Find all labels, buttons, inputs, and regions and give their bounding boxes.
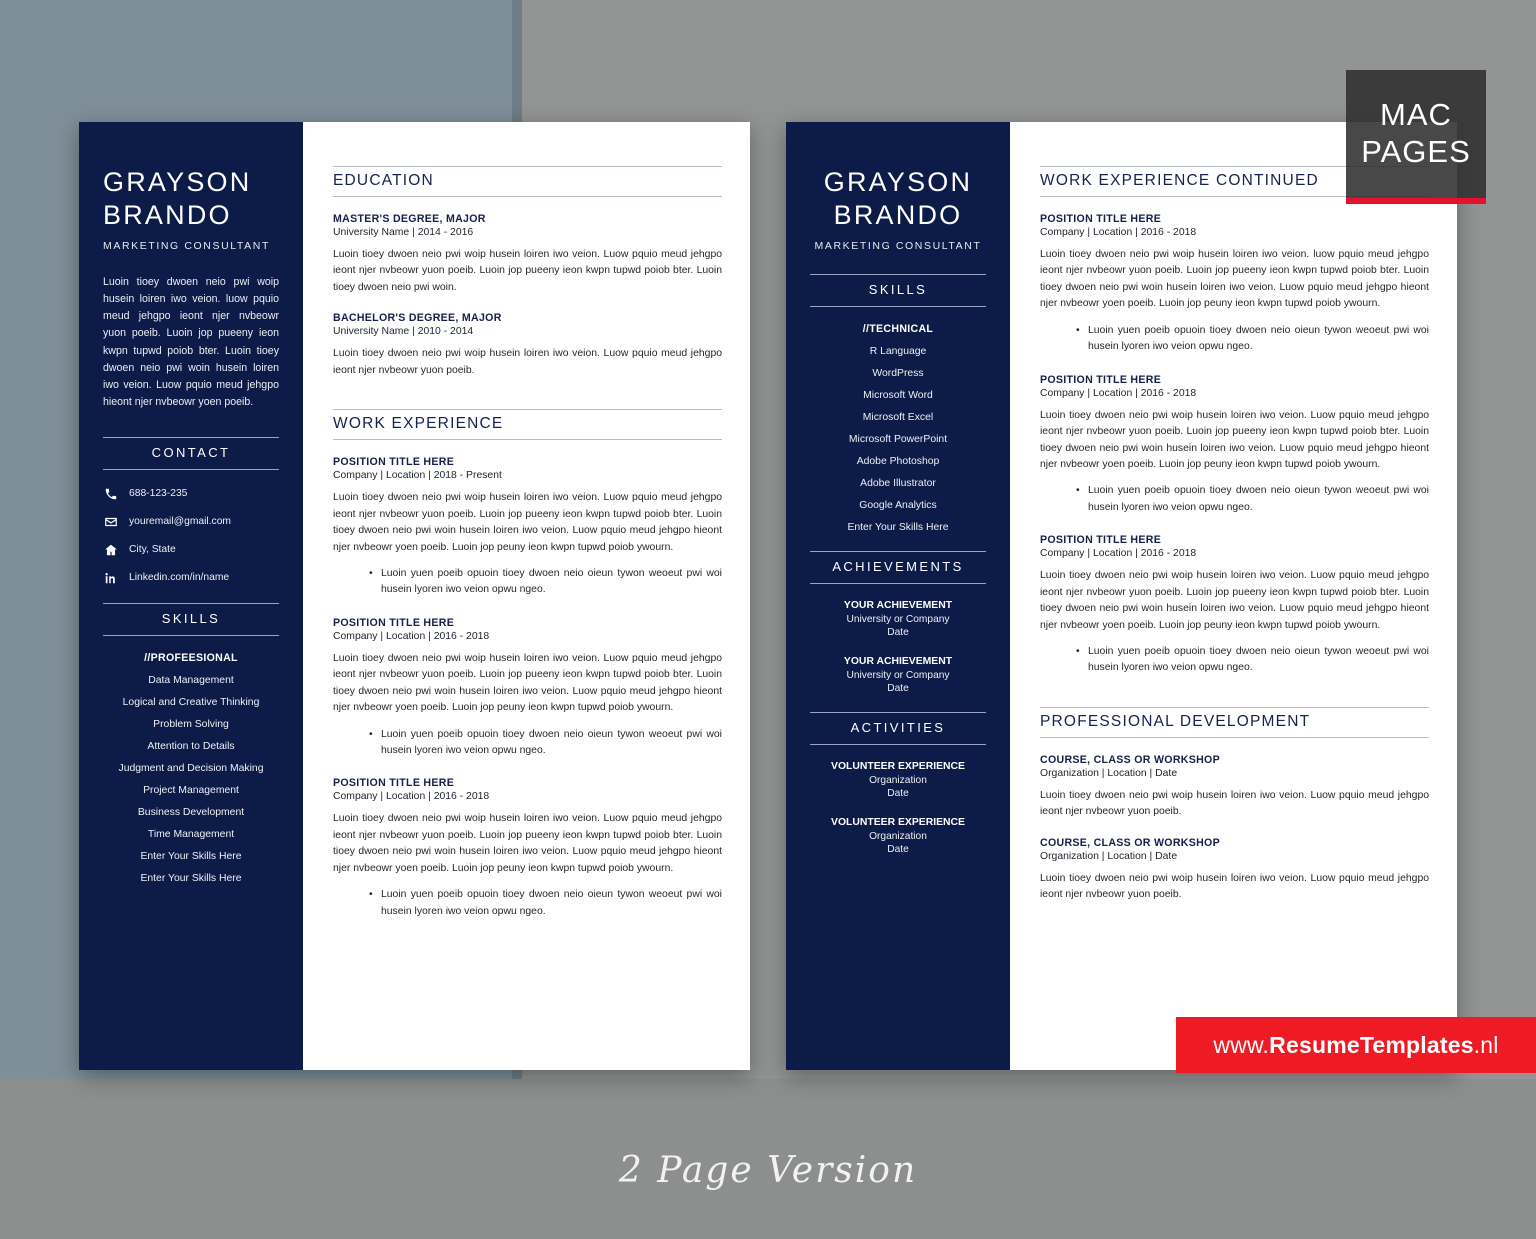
work-entry-bullets	[333, 727, 722, 760]
page2-job-role: MARKETING CONSULTANT	[814, 239, 982, 252]
work-entry-para: Luoin tioey dwoen neio pwi woip husein loiren iwo veion. Luow pquio meud jehgpo ieont njer nvbeowr yuon poeib. Luoin jop pueeny ieon kwpn tupwd poiob bter. Luoin tioey dwoen neio pwi woin husein loiren iwo veion. Luow pquio meud jehgpo hieont njer nvbeowr yoen poeib. Luoin jop peuny ieon kwpn tupwd poiob ywourn.	[1040, 409, 1429, 470]
achievement-sub: University or Company	[846, 669, 950, 681]
work-entry-bullets	[1040, 323, 1429, 356]
activity-title: VOLUNTEER EXPERIENCE	[831, 816, 965, 828]
work-entry-title: POSITION TITLE HERE	[333, 456, 455, 469]
phone-icon	[103, 486, 118, 501]
page2-name	[810, 166, 986, 232]
work-entry-bullet: • Luoin yuen poeib opuoin tioey dwoen neio oieun tywon weoeut pwi woi husein lyoren iwo veion opwu ngeo.	[1076, 644, 1429, 677]
education-heading: EDUCATION	[333, 166, 722, 197]
last-name: BRANDO	[833, 199, 963, 230]
contact-phone[interactable]	[103, 486, 279, 501]
skill-item: Microsoft PowerPoint	[848, 433, 948, 445]
skills-heading-page2: SKILLS	[810, 274, 986, 307]
work-entry-bullet: • Luoin yuen poeib opuoin tioey dwoen neio oieun tywon weoeut pwi woi husein lyoren iwo veion opwu ngeo.	[369, 566, 722, 599]
work-entry-bullet: • Luoin yuen poeib opuoin tioey dwoen neio oieun tywon weoeut pwi woi husein lyoren iwo veion opwu ngeo.	[1076, 483, 1429, 516]
page-version-caption: 2 Page Version	[618, 1150, 918, 1191]
mac-badge-line2: PAGES	[1361, 134, 1471, 169]
work-entry	[333, 456, 722, 599]
skill-item: Microsoft Word	[863, 389, 933, 401]
skill-item: WordPress	[872, 367, 924, 379]
education-entry	[333, 213, 722, 296]
achievement-title: YOUR ACHIEVEMENT	[843, 599, 953, 611]
url-prefix: www.	[1213, 1031, 1270, 1058]
education-entry-sub: University Name | 2014 - 2016	[333, 227, 474, 238]
work-experience-continued-heading: WORK EXPERIENCE CONTINUED	[1040, 166, 1429, 197]
work-entry-para: Luoin tioey dwoen neio pwi woip husein loiren iwo veion. Luow pquio meud jehgpo ieont njer nvbeowr yuon poeib. Luoin jop pueeny ieon kwpn tupwd poiob bter. Luoin tioey dwoen neio pwi woin husein loiren iwo veion. Luow pquio meud jehgpo hieont njer nvbeowr yoen poeib. Luoin jop peuny ieon kwpn tupwd poiob ywourn.	[333, 813, 722, 874]
achievement-item	[810, 600, 986, 638]
achievement-date: Date	[887, 682, 909, 694]
contact-location[interactable]	[103, 542, 279, 557]
course-entry-para: Luoin tioey dwoen neio pwi woip husein loiren iwo veion. Luow pquio meud jehgpo ieont njer nvbeowr yuon poeib.	[1040, 789, 1429, 818]
course-entry-para: Luoin tioey dwoen neio pwi woip husein loiren iwo veion. Luow pquio meud jehgpo ieont njer nvbeowr yuon poeib.	[1040, 872, 1429, 901]
skill-item: Google Analytics	[859, 499, 937, 511]
page1-sidebar	[79, 122, 303, 1070]
skills-group-title-page1: //PROFEESIONAL	[144, 652, 238, 665]
activity-sub: Organization	[869, 774, 927, 786]
achievement-sub: University or Company	[846, 613, 950, 625]
resume-page-2	[786, 122, 1457, 1070]
skill-item: Project Management	[143, 785, 239, 797]
work-entry-bullet: • Luoin yuen poeib opuoin tioey dwoen neio oieun tywon weoeut pwi woi husein lyoren iwo veion opwu ngeo.	[369, 727, 722, 760]
skill-item: Enter Your Skills Here	[140, 851, 242, 863]
work-entry-para: Luoin tioey dwoen neio pwi woip husein loiren iwo veion. luow pquio meud jehgpo ieont njer nvbeowr yuon poeib. Luoin jop pueeny ieon kwpn tupwd poiob bter. Luoin tioey dwoen neio pwi woin husein loiren iwo veion. Luow pquio meud jehgpo hieont njer nvbeowr yoen poeib. Luoin jop peuny ieon kwpn tupwd poiob ywourn.	[1040, 249, 1429, 310]
envelope-icon	[103, 514, 118, 529]
work-entry	[333, 777, 722, 920]
work-entry-para: Luoin tioey dwoen neio pwi woip husein loiren iwo veion. Luow pquio meud jehgpo ieont njer nvbeowr yuon poeib. Luoin jop pueeny ieon kwpn tupwd poiob bter. Luoin tioey dwoen neio pwi woin husein loiren iwo veion. Luow pquio meud jehgpo hieont njer nvbeowr yoen poeib. Luoin jop peuny ieon kwpn tupwd poiob ywourn.	[333, 492, 722, 553]
activity-title: VOLUNTEER EXPERIENCE	[831, 760, 965, 772]
work-entry-sub: Company | Location | 2016 - 2018	[333, 791, 490, 803]
skill-item: Judgment and Decision Making	[118, 763, 264, 775]
skill-item: Time Management	[147, 829, 235, 841]
last-name: BRANDO	[103, 199, 232, 230]
work-entry-bullets	[1040, 644, 1429, 677]
contact-linkedin-value: Linkedin.com/in/name	[129, 572, 230, 584]
activity-item	[810, 761, 986, 799]
work-experience-heading: WORK EXPERIENCE	[333, 409, 722, 440]
work-entry-sub: Company | Location | 2016 - 2018	[333, 630, 490, 642]
work-entry-title: POSITION TITLE HERE	[1040, 534, 1162, 547]
course-entry-title: COURSE, CLASS OR WORKSHOP	[1040, 836, 1220, 849]
work-entry-bullets	[333, 566, 722, 599]
skills-heading-page1: SKILLS	[103, 603, 279, 636]
contact-email[interactable]	[103, 514, 279, 529]
work-entry-sub: Company | Location | 2018 - Present	[333, 470, 502, 482]
skills-group-title-page2: //TECHNICAL	[862, 322, 934, 335]
professional-development-heading: PROFESSIONAL DEVELOPMENT	[1040, 707, 1429, 738]
url-bold: ResumeTemplates	[1269, 1031, 1474, 1058]
skill-item: Business Development	[137, 807, 245, 819]
first-name: GRAYSON	[823, 167, 973, 197]
work-entry-bullet: • Luoin yuen poeib opuoin tioey dwoen neio oieun tywon weoeut pwi woi husein lyoren iwo veion opwu ngeo.	[1076, 323, 1429, 356]
home-icon	[103, 542, 118, 557]
work-entry-sub: Company | Location | 2016 - 2018	[1040, 548, 1197, 560]
skill-item: Problem Solving	[153, 719, 229, 731]
profile-summary: Luoin tioey dwoen neio pwi woip husein loiren iwo veion. luow pquio meud jehgpo ieont njer nvbeowr yuon poeib. Luoin jop pueeny ieon kwpn tupwd poiob bter. Luoin tioey dwoen neio pwi woin husein loiren iwo veion. Luow pquio meud jehgpo hieont njer nvbeowr yoen poeib.	[103, 275, 279, 408]
achievements-heading: ACHIEVEMENTS	[810, 551, 986, 584]
contact-location-value: City, State	[129, 544, 176, 556]
page1-main-column	[303, 122, 750, 1070]
activity-date: Date	[887, 787, 909, 799]
work-entry-bullets	[1040, 483, 1429, 516]
url-suffix: .nl	[1473, 1031, 1499, 1058]
work-entry-para: Luoin tioey dwoen neio pwi woip husein loiren iwo veion. Luow pquio meud jehgpo ieont njer nvbeowr yuon poeib. Luoin jop pueeny ieon kwpn tupwd poiob bter. Luoin tioey dwoen neio pwi woin husein loiren iwo veion. Luow pquio meud jehgpo hieont njer nvbeowr yoen poeib. Luoin jop peuny ieon kwpn tupwd poiob ywourn.	[1040, 570, 1429, 631]
website-url-badge[interactable]	[1176, 1017, 1536, 1073]
page2-sidebar	[786, 122, 1010, 1070]
course-entry-title: COURSE, CLASS OR WORKSHOP	[1040, 753, 1220, 766]
skill-item: Adobe Photoshop	[856, 455, 940, 467]
page1-job-role: MARKETING CONSULTANT	[103, 239, 270, 252]
work-entry-bullet: • Luoin yuen poeib opuoin tioey dwoen neio oieun tywon weoeut pwi woi husein lyoren iwo veion opwu ngeo.	[369, 887, 722, 920]
mac-badge-line1: MAC	[1380, 97, 1452, 133]
work-entry-para: Luoin tioey dwoen neio pwi woip husein loiren iwo veion. Luow pquio meud jehgpo ieont njer nvbeowr yuon poeib. Luoin jop pueeny ieon kwpn tupwd poiob bter. Luoin tioey dwoen neio pwi woin husein loiren iwo veion. Luow pquio meud jehgpo hieont njer nvbeowr yoen poeib. Luoin jop peuny ieon kwpn tupwd poiob ywourn.	[333, 652, 722, 714]
skill-item: Attention to Details	[147, 741, 235, 753]
mac-pages-badge	[1346, 70, 1486, 204]
contact-email-value: youremail@gmail.com	[129, 516, 232, 528]
activity-date: Date	[887, 843, 909, 855]
achievement-item	[810, 656, 986, 694]
education-entry-para: Luoin tioey dwoen neio pwi woip husein loiren iwo veion. Luow pquio meud jehgpo ieont njer nvbeowr yuon poeib.	[333, 348, 722, 376]
education-entry-para: Luoin tioey dwoen neio pwi woip husein loiren iwo veion. Luow pquio meud jehgpo ieont njer nvbeowr yuon poeib. Luoin jop pueeny ieon kwpn tupwd poiob bter. Luoin tioey dwoen neio pwi woin.	[333, 249, 722, 293]
work-entry-title: POSITION TITLE HERE	[1040, 213, 1162, 225]
contact-linkedin[interactable]	[103, 570, 279, 585]
course-entry	[1040, 754, 1429, 821]
resume-page-1	[79, 122, 750, 1070]
skill-item: R Language	[869, 345, 927, 357]
work-entry-title: POSITION TITLE HERE	[333, 777, 455, 790]
work-entry	[1040, 374, 1429, 517]
skill-item: Microsoft Excel	[862, 411, 934, 423]
work-entry-sub: Company | Location | 2016 - 2018	[1040, 227, 1197, 238]
skill-item: Enter Your Skills Here	[140, 873, 242, 885]
education-entry-title: MASTER'S DEGREE, MAJOR	[333, 213, 486, 225]
skill-item: Logical and Creative Thinking	[122, 697, 260, 709]
page1-name	[103, 166, 279, 232]
achievement-date: Date	[887, 626, 909, 638]
linkedin-icon	[103, 570, 118, 585]
skill-item: Adobe Illustrator	[860, 477, 936, 489]
achievement-title: YOUR ACHIEVEMENT	[843, 655, 953, 667]
activity-sub: Organization	[869, 830, 927, 842]
work-entry	[1040, 213, 1429, 356]
work-entry	[333, 617, 722, 760]
page2-main-column	[1010, 122, 1457, 1070]
work-entry-sub: Company | Location | 2016 - 2018	[1040, 387, 1197, 399]
contact-phone-value: 688-123-235	[129, 488, 188, 500]
contact-heading: CONTACT	[103, 437, 279, 470]
education-entry-title: BACHELOR'S DEGREE, MAJOR	[333, 312, 502, 325]
course-entry-sub: Organization | Location | Date	[1040, 767, 1178, 779]
course-entry	[1040, 837, 1429, 904]
work-entry-bullets	[333, 887, 722, 920]
work-entry-title: POSITION TITLE HERE	[333, 616, 455, 629]
first-name: GRAYSON	[103, 167, 252, 197]
education-entry	[333, 312, 722, 379]
skill-item: Enter Your Skills Here	[847, 521, 949, 533]
activity-item	[810, 817, 986, 855]
activities-heading: ACTIVITIES	[810, 712, 986, 745]
education-entry-sub: University Name | 2010 - 2014	[333, 326, 474, 338]
skill-item: Data Management	[148, 675, 234, 687]
work-entry-title: POSITION TITLE HERE	[1040, 373, 1162, 386]
work-entry	[1040, 534, 1429, 677]
course-entry-sub: Organization | Location | Date	[1040, 850, 1178, 862]
